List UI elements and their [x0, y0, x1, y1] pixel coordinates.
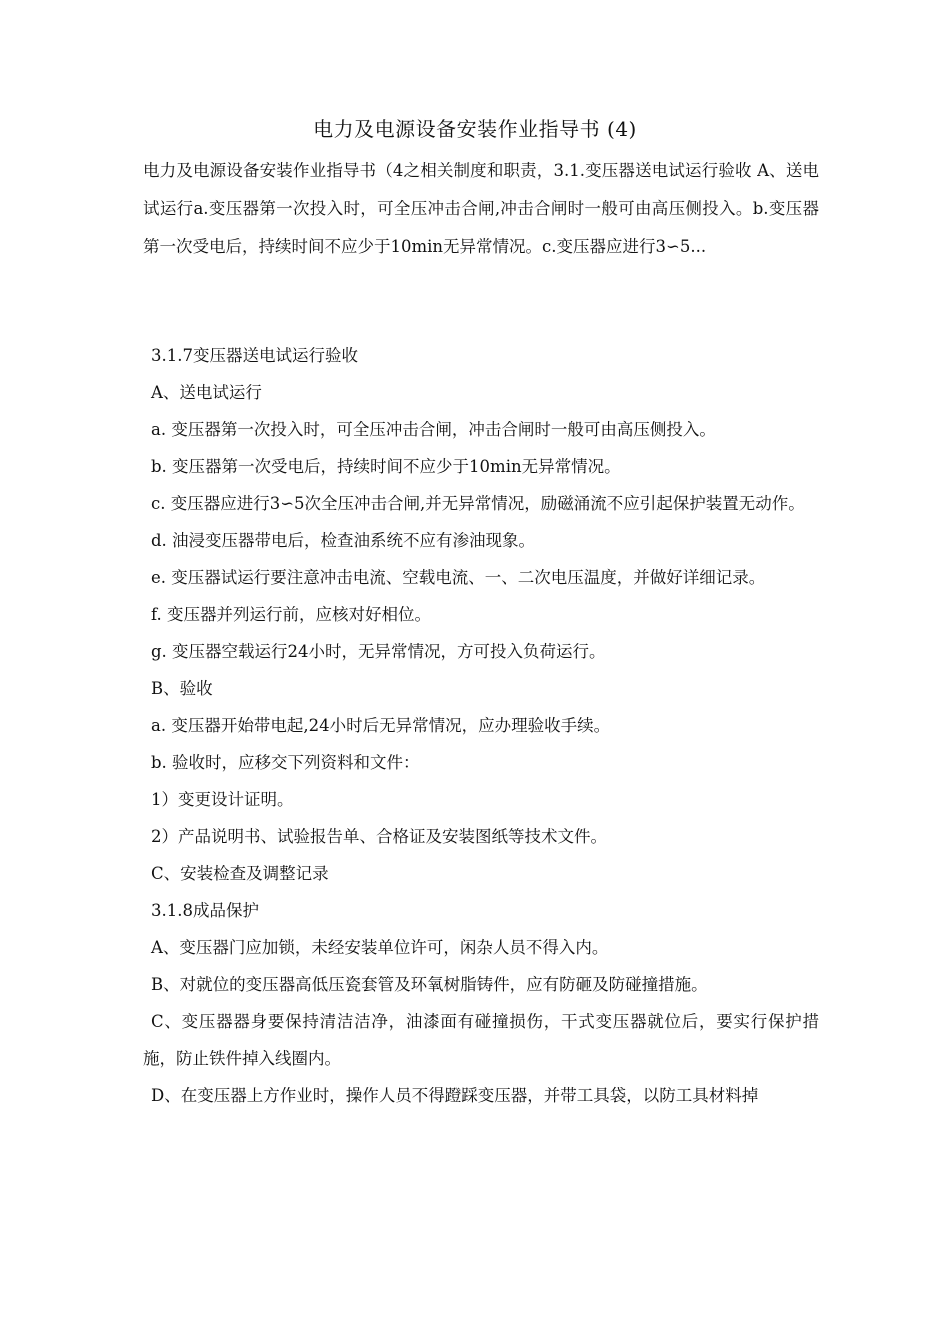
list-item: c. 变压器应进行3∽5次全压冲击合闸,并无异常情况，励磁涌流不应引起保护装置无动作。 — [151, 494, 805, 513]
list-item: a. 变压器开始带电起,24小时后无异常情况，应办理验收手续。 — [151, 716, 611, 735]
list-item: e. 变压器试运行要注意冲击电流、空载电流、一、二次电压温度，并做好详细记录。 — [151, 568, 766, 587]
section-heading-3-1-7: 3.1.7变压器送电试运行验收 — [151, 346, 358, 365]
list-item: D、在变压器上方作业时，操作人员不得蹬踩变压器，并带工具袋，以防工具材料掉 — [151, 1086, 759, 1105]
subheading-acceptance: B、验收 — [151, 679, 213, 698]
subheading-inspection-records: C、安装检查及调整记录 — [151, 864, 329, 883]
list-item: f. 变压器并列运行前，应核对好相位。 — [151, 605, 432, 624]
section-heading-3-1-8: 3.1.8成品保护 — [151, 901, 259, 920]
list-item: a. 变压器第一次投入时，可全压冲击合闸，冲击合闸时一般可由高压侧投入。 — [151, 420, 716, 439]
list-item: 2）产品说明书、试验报告单、合格证及安装图纸等技术文件。 — [151, 827, 607, 846]
document-body — [143, 337, 819, 1114]
list-item: B、对就位的变压器高低压瓷套管及环氧树脂铸件，应有防砸及防碰撞措施。 — [151, 975, 708, 994]
subheading-trial-run: A、送电试运行 — [151, 383, 262, 402]
list-item: b. 变压器第一次受电后，持续时间不应少于10min无异常情况。 — [151, 457, 621, 476]
document-title: 电力及电源设备安装作业指导书 (4) — [313, 117, 637, 141]
list-item: 1）变更设计证明。 — [151, 790, 294, 809]
document-summary: 电力及电源设备安装作业指导书（4之相关制度和职责，3.1.变压器送电试运行验收 A、送电试运行a.变压器第一次投入时，可全压冲击合闸,冲击合闸时一般可由高压侧投入。b.变压器第一次受电后，持续时间不应少于10min无异常情况。c.变压器应进行3∽5... — [143, 161, 819, 256]
list-item: g. 变压器空载运行24小时，无异常情况，方可投入负荷运行。 — [151, 642, 606, 661]
list-item: d. 油浸变压器带电后，检查油系统不应有渗油现象。 — [151, 531, 536, 550]
list-item: C、变压器器身要保持清洁洁净，油漆面有碰撞损伤，干式变压器就位后，要实行保护措施，防止铁件掉入线圈内。 — [143, 1012, 819, 1068]
list-item: A、变压器门应加锁，未经安装单位许可，闲杂人员不得入内。 — [151, 938, 609, 957]
list-item: b. 验收时，应移交下列资料和文件： — [151, 753, 420, 772]
